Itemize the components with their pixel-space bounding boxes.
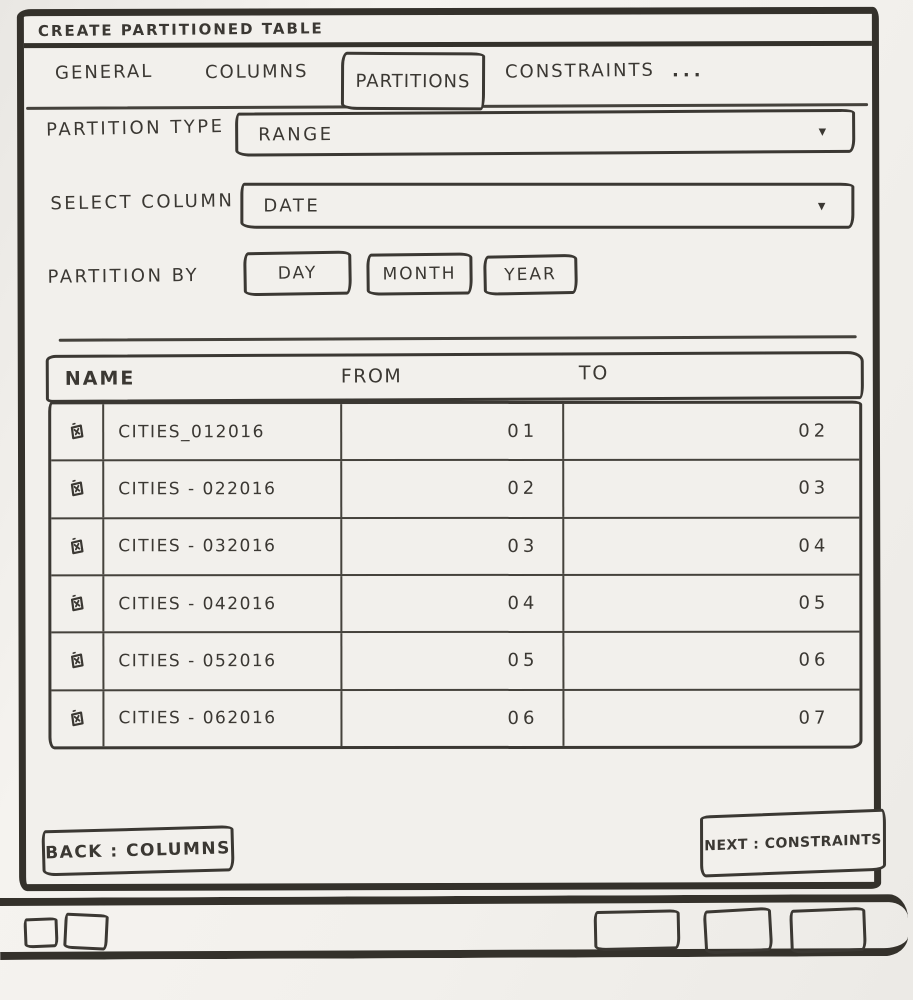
tab-partitions-label: PARTITIONS <box>355 70 471 92</box>
tab-constraints[interactable]: CONSTRAINTS <box>504 59 656 83</box>
partition-row-icon <box>68 709 86 729</box>
window-title: CREATE PARTITIONED TABLE <box>37 18 324 40</box>
dropdown-arrow-icon: ▾ <box>818 122 827 141</box>
partition-by-day-button[interactable] <box>243 251 352 297</box>
select-column-dropdown[interactable] <box>240 183 854 229</box>
partition-name: CITIES - 052016 <box>104 633 342 689</box>
column-header-name: NAME <box>64 367 136 390</box>
partition-type-dropdown[interactable] <box>235 109 855 157</box>
partition-name: CITIES - 032016 <box>104 519 342 575</box>
partition-table-header <box>46 351 864 403</box>
month-button-label: MONTH <box>382 263 457 285</box>
back-button-label: BACK : COLUMNS <box>44 838 232 864</box>
column-header-to: TO <box>578 362 610 385</box>
tab-columns[interactable]: COLUMNS <box>204 60 309 84</box>
table-row[interactable] <box>51 404 859 460</box>
partition-to: 05 <box>798 592 830 614</box>
partition-by-year-button[interactable] <box>483 254 578 296</box>
partition-type-label: PARTITION TYPE <box>45 116 225 141</box>
partition-to: 06 <box>798 650 830 672</box>
tab-partitions[interactable] <box>341 52 485 111</box>
row-icon-cell <box>51 691 104 746</box>
row-icon-cell <box>51 576 104 631</box>
column-header-from: FROM <box>340 365 403 388</box>
partition-name: CITIES - 062016 <box>104 691 342 747</box>
table-row[interactable] <box>51 459 859 517</box>
partition-from: 02 <box>342 461 564 517</box>
select-column-value: DATE <box>263 195 321 217</box>
page-icon[interactable] <box>23 917 58 948</box>
table-row[interactable] <box>51 688 859 746</box>
back-columns-button[interactable] <box>41 825 234 876</box>
row-icon-cell <box>51 462 104 517</box>
partition-to: 02 <box>798 420 830 442</box>
dropdown-arrow-icon: ▾ <box>817 196 826 215</box>
partition-row-icon <box>68 537 86 557</box>
create-partitioned-table-window <box>17 7 881 891</box>
partition-name: CITIES_012016 <box>104 404 342 460</box>
partition-to: 07 <box>798 707 830 729</box>
partition-to: 03 <box>798 478 830 500</box>
toolbar-button-placeholder[interactable] <box>594 909 681 951</box>
partition-from: 06 <box>342 691 564 747</box>
table-row[interactable] <box>51 631 859 689</box>
partition-from: 01 <box>342 404 564 460</box>
table-row[interactable] <box>51 516 859 574</box>
table-row[interactable] <box>51 574 859 632</box>
select-column-label: SELECT COLUMN <box>50 190 235 215</box>
partition-name: CITIES - 022016 <box>104 461 342 517</box>
toolbar-button-placeholder[interactable] <box>703 907 773 955</box>
partition-row-icon <box>68 422 86 442</box>
row-icon-cell <box>51 634 104 689</box>
next-constraints-button[interactable] <box>700 809 886 878</box>
partition-to: 04 <box>798 535 830 557</box>
partition-grid-body <box>48 401 862 750</box>
window-titlebar <box>24 14 872 48</box>
section-divider <box>59 335 857 341</box>
next-button-label: NEXT : CONSTRAINTS <box>704 831 882 855</box>
tab-more[interactable]: ... <box>671 60 705 82</box>
partition-row-icon <box>68 479 86 499</box>
partition-type-value: RANGE <box>258 123 334 146</box>
tab-general[interactable]: GENERAL <box>54 60 154 84</box>
toolbar-button-placeholder[interactable] <box>789 907 867 954</box>
row-icon-cell <box>51 519 104 574</box>
partition-name: CITIES - 042016 <box>104 576 342 632</box>
partition-from: 05 <box>342 633 564 689</box>
partition-by-label: PARTITION BY <box>47 264 200 288</box>
day-button-label: DAY <box>277 263 318 284</box>
bottom-toolbar <box>0 894 908 960</box>
partition-row-icon <box>68 651 86 671</box>
page-icon[interactable] <box>63 913 109 951</box>
partition-from: 04 <box>342 576 564 632</box>
year-button-label: YEAR <box>504 264 558 286</box>
partition-by-month-button[interactable] <box>366 252 472 295</box>
row-icon-cell <box>51 404 104 459</box>
tab-bar <box>24 46 872 108</box>
partition-from: 03 <box>342 519 564 575</box>
partition-row-icon <box>68 594 86 614</box>
